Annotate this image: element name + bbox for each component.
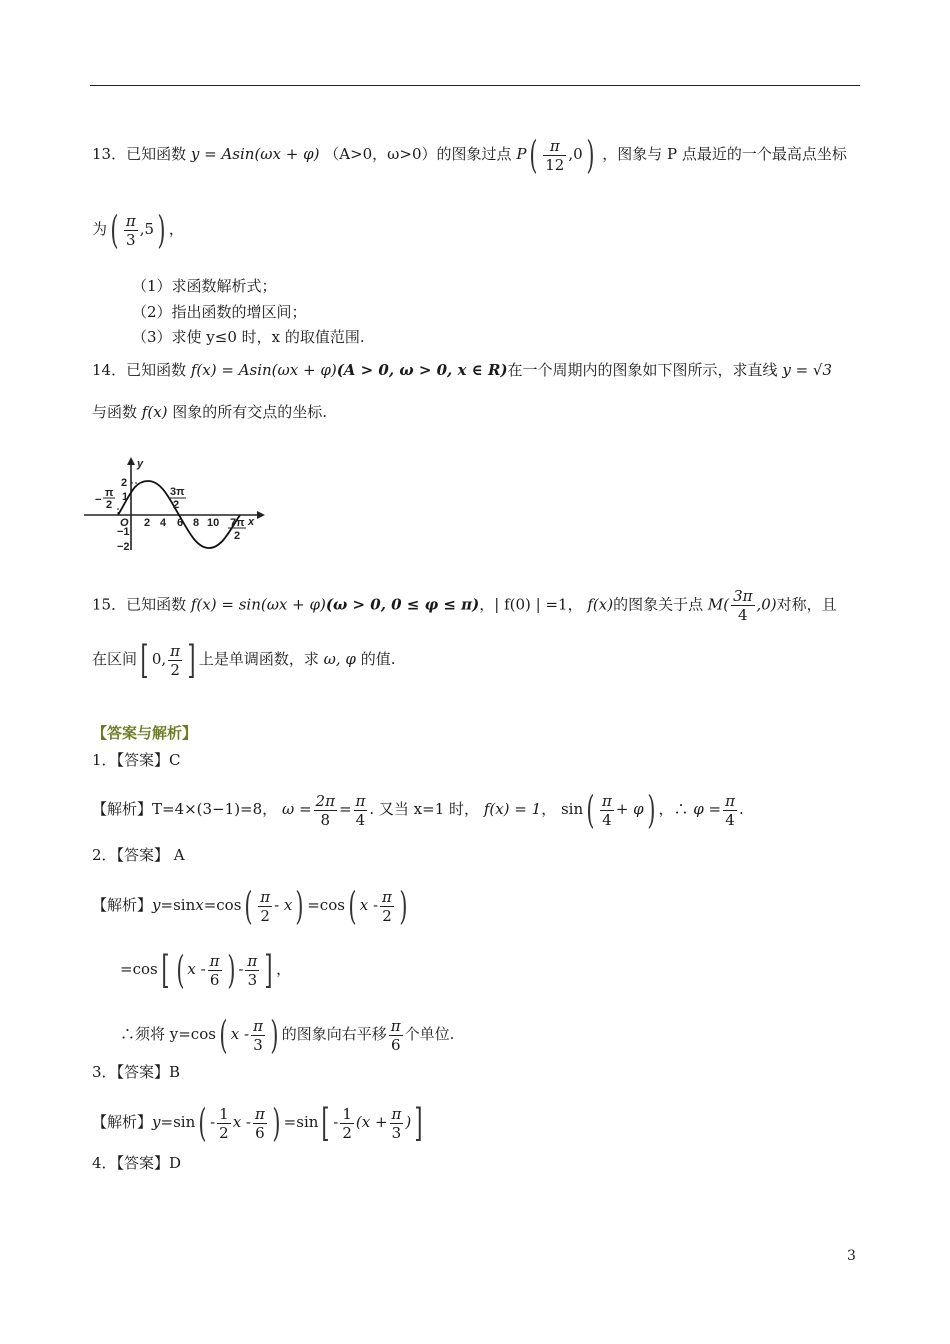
a2-frac2: $\frac{\pi}{2}$ — [382, 887, 392, 925]
paren: ( — [348, 884, 357, 928]
q14-line2-post: 图象的所有交点的坐标. — [172, 403, 328, 421]
q14-line2-pre: 与函数 — [92, 403, 138, 421]
y-tick-neg2: −2 — [117, 541, 130, 553]
q15-vars: ω, φ — [323, 650, 356, 668]
bracket: ] — [187, 638, 196, 682]
a2-l2-x: x - — [187, 960, 206, 978]
a1-therefore: ，∴ — [658, 800, 689, 818]
pi32-den: 2 — [173, 499, 180, 511]
q15-tail: 对称，且 — [776, 595, 837, 614]
pi72-den: 2 — [234, 530, 241, 542]
bracket: [ — [321, 1101, 330, 1145]
a3-eq: =sin — [160, 1113, 196, 1131]
a2-cos2: =cos — [307, 896, 345, 914]
answers-heading: 【答案与解析】 — [92, 724, 198, 742]
paren: ( — [586, 788, 595, 832]
a1-sin: ， sin — [541, 800, 584, 818]
answer-1: 1．【答案】C — [92, 751, 181, 769]
x-label: x — [248, 516, 255, 528]
paren: ( — [219, 1013, 228, 1057]
a2-x2: x - — [359, 896, 379, 914]
answer-2-line1 — [92, 886, 411, 926]
q15-sym: 的图象关于点 — [613, 595, 704, 614]
q14-line1 — [92, 360, 832, 380]
paren: ( — [198, 1101, 207, 1145]
paren: ) — [270, 1013, 279, 1057]
a2-l3-mid: 的图象向右平移 — [281, 1025, 387, 1043]
q13-hx-frac: $\frac{\pi}{3}$ — [125, 211, 136, 249]
answer-1-explanation — [92, 790, 744, 830]
paren: ( — [175, 948, 185, 992]
answer-2-line2 — [120, 950, 291, 990]
q13-line2-pre: 为 — [92, 220, 108, 238]
a3-minus: - — [210, 1113, 216, 1131]
q13-px-frac: $\frac{\pi}{12}$ — [545, 136, 565, 174]
paren: ) — [157, 208, 166, 252]
q15-m-frac: $\frac{3\pi}{4}$ — [733, 587, 753, 624]
a2-l2-frac2: $\frac{\pi}{3}$ — [247, 951, 258, 989]
x-tick-2: 2 — [144, 517, 151, 529]
q13-sub1: （1）求函数解析式； — [132, 277, 277, 295]
y-tick-neg1: −1 — [117, 526, 130, 538]
a2-l2-minus: - — [238, 960, 244, 978]
a2-l3-shift-frac: $\frac{\pi}{6}$ — [390, 1016, 401, 1054]
a2-eq: =sin — [160, 896, 196, 914]
a2-l3-x: x - — [230, 1025, 250, 1043]
x-tick-6: 6 — [177, 517, 184, 529]
a1-eq: = — [338, 800, 352, 818]
bracket: ] — [264, 948, 273, 992]
a1-result-frac: $\frac{\pi}{4}$ — [725, 791, 735, 829]
q13-condition: （A>0，ω>0）的图象过点 — [324, 145, 512, 163]
a2-y: y — [152, 896, 161, 914]
q15-function: f(x) = sin(ωx + φ) — [190, 595, 326, 614]
sine-graph — [82, 455, 272, 555]
answer-2: 2．【答案】 A — [92, 846, 185, 864]
pi72-num: 7π — [230, 517, 245, 529]
q15-line2-pre: 在区间 — [92, 650, 138, 668]
answer-3: 3．【答案】B — [92, 1063, 181, 1081]
a3-x2: (x + — [355, 1113, 388, 1131]
q13-sub3: （3）求使 y≤0 时，x 的取值范围. — [132, 328, 365, 346]
a1-pre: 【解析】T=4×(3−1)=8， — [92, 800, 278, 818]
paren: ( — [244, 884, 253, 928]
a2-x: x — [195, 896, 204, 914]
a1-frac2: $\frac{\pi}{4}$ — [355, 791, 366, 829]
x-tick-8: 8 — [193, 517, 200, 529]
q15-m-tail: ,0) — [756, 595, 777, 614]
bracket: [ — [140, 638, 149, 682]
neg-pi-den: 2 — [106, 499, 113, 511]
q13-line1 — [92, 135, 847, 175]
q15-iv-frac: $\frac{\pi}{2}$ — [170, 641, 181, 679]
paren: ( — [110, 208, 119, 252]
answer-4: 4．【答案】D — [92, 1154, 182, 1172]
q15-abs: ，| f(0) | =1， — [479, 595, 583, 614]
q14-condition: (A > 0, ω > 0, x ∈ R) — [336, 361, 508, 379]
a1-mid: . 又当 x=1 时， — [369, 800, 480, 818]
q15-line2-mid: 上是单调函数，求 — [198, 650, 319, 668]
header-rule — [90, 85, 860, 86]
q14-function: f(x) = Asin(ωx + φ) — [190, 361, 337, 379]
a1-omega: ω = — [281, 800, 312, 818]
a2-l2-frac1: $\frac{\pi}{6}$ — [209, 951, 220, 989]
a2-frac1: $\frac{\pi}{2}$ — [260, 887, 271, 925]
paren: ) — [272, 1101, 281, 1145]
a3-y: y — [152, 1113, 161, 1131]
q15-condition: (ω > 0, 0 ≤ φ ≤ π) — [325, 595, 480, 614]
paren: ) — [226, 948, 236, 992]
y-tick-2: 2 — [121, 477, 128, 489]
q15-iv-head: 0, — [151, 650, 167, 668]
a3-half-frac: $\frac{1}{2}$ — [219, 1104, 229, 1142]
paren: ) — [399, 884, 408, 928]
neg-pi-num: π — [105, 487, 114, 499]
q15-line2-post: 的值. — [360, 650, 396, 668]
a3-pi-frac2: $\frac{\pi}{3}$ — [391, 1104, 402, 1142]
a1-phi: φ = — [693, 800, 722, 818]
a3-pre: 【解析】 — [92, 1113, 153, 1131]
a1-frac1: $\frac{2\pi}{8}$ — [315, 791, 335, 829]
q13-line2 — [92, 210, 184, 250]
x-axis-arrow — [257, 511, 265, 519]
q13-hx-tail: ,5 — [139, 220, 155, 238]
pi32-num: 3π — [170, 486, 185, 498]
page-number: 3 — [847, 1248, 856, 1264]
q13-intro: 13．已知函数 — [92, 145, 187, 163]
a3-half-frac2: $\frac{1}{2}$ — [342, 1104, 352, 1142]
q15-line1 — [92, 587, 837, 624]
q15-intro: 15．已知函数 — [92, 595, 187, 614]
q14-tail: 在一个周期内的图象如下图所示，求直线 — [507, 361, 778, 379]
a2-l3-end: 个单位. — [404, 1025, 455, 1043]
q13-function: y = Asin(ωx + φ) — [190, 145, 320, 163]
a2-l2-pre: =cos — [120, 960, 158, 978]
paren: ) — [295, 884, 304, 928]
paren: ( — [529, 133, 538, 177]
q15-fx: f(x) — [587, 595, 614, 614]
a2-pre: 【解析】 — [92, 896, 153, 914]
a2-minus-x: - x — [274, 896, 293, 914]
a3-minus2: - — [333, 1113, 339, 1131]
y-label: y — [137, 458, 144, 470]
a3-pi-frac: $\frac{\pi}{6}$ — [254, 1104, 265, 1142]
answer-2-line3 — [120, 1015, 454, 1055]
a1-sin-frac: $\frac{\pi}{4}$ — [601, 791, 612, 829]
a1-sin-tail: + φ — [615, 800, 644, 818]
a1-end: . — [738, 800, 744, 818]
y-axis-arrow — [127, 457, 135, 465]
a2-cos: =cos — [203, 896, 242, 914]
a3-close: ) — [405, 1113, 412, 1131]
paren: ) — [646, 788, 656, 832]
bracket: [ — [161, 948, 170, 992]
paren: ) — [585, 133, 595, 177]
x-tick-10: 10 — [207, 517, 220, 529]
q15-m-label: M( — [707, 595, 730, 614]
q13-point-label: P — [516, 145, 527, 163]
a3-eq2: =sin — [283, 1113, 319, 1131]
q13-px-tail: ,0 — [568, 145, 583, 163]
q14-line: y = √3 — [782, 361, 833, 379]
q14-fx: f(x) — [141, 403, 168, 421]
x-tick-4: 4 — [160, 517, 167, 529]
origin-label: O — [120, 517, 129, 529]
a2-l3-pre: ∴须将 y=cos — [120, 1025, 216, 1043]
q14-line2 — [92, 402, 327, 422]
bracket: ] — [414, 1101, 423, 1145]
q13-line2-post: ， — [168, 220, 184, 238]
a2-l3-frac: $\frac{\pi}{3}$ — [253, 1016, 263, 1054]
q13-sub2: （2）指出函数的增区间； — [132, 303, 307, 321]
answer-3-explanation — [92, 1103, 426, 1143]
q15-line2 — [92, 640, 395, 680]
a2-l2-end: ， — [276, 960, 292, 978]
y-tick-1: 1 — [122, 491, 129, 503]
neg-sign: − — [95, 494, 102, 506]
a1-fx: f(x) = 1 — [483, 800, 542, 818]
q14-intro: 14．已知函数 — [92, 361, 187, 379]
q13-tail: ，图象与 P 点最近的一个最高点坐标 — [602, 145, 847, 163]
a3-x: x - — [232, 1113, 251, 1131]
